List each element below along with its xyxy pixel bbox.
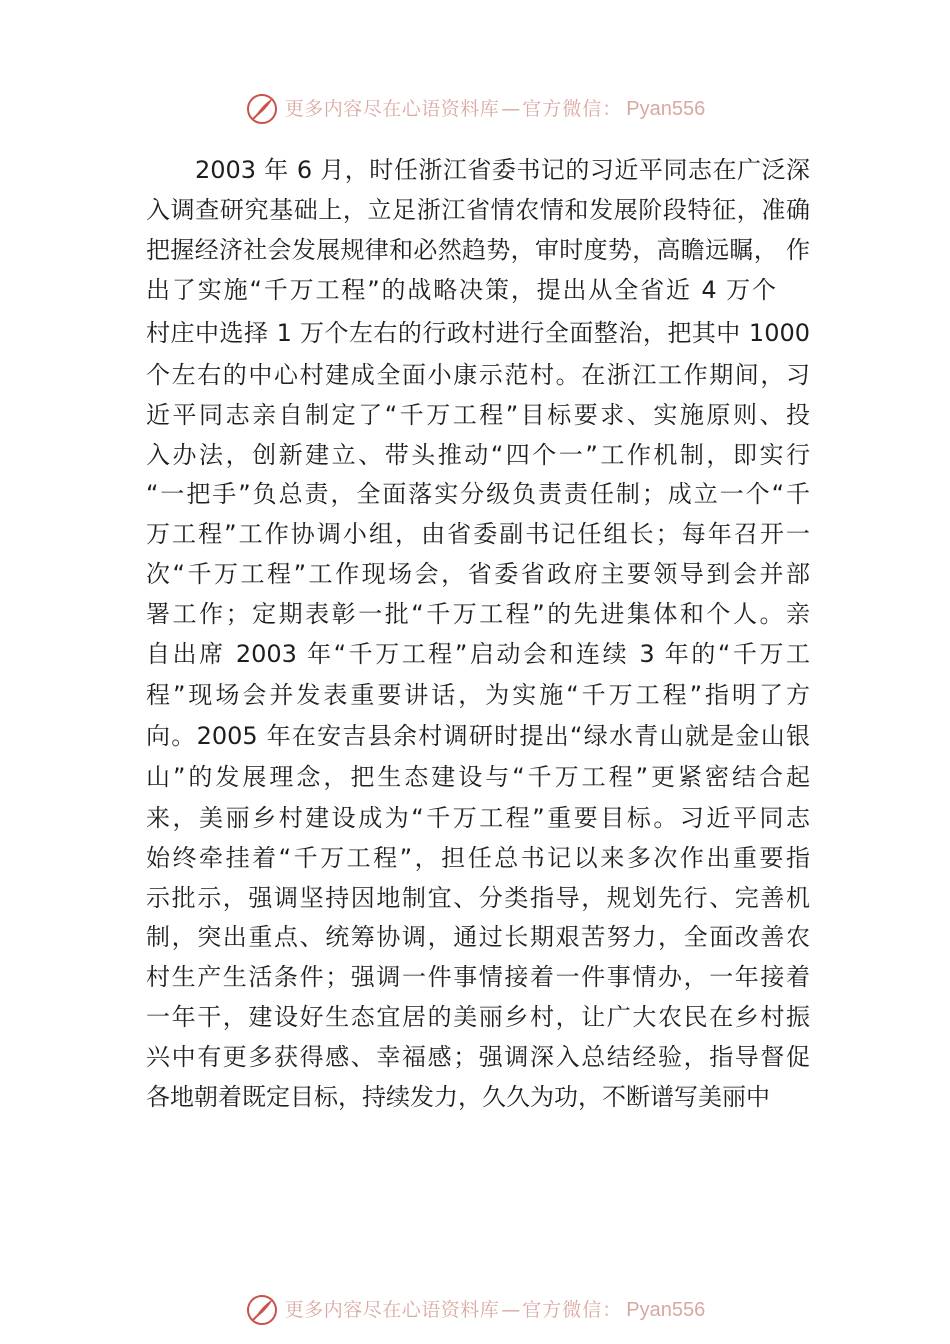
- paragraph-line: 次“千万工程”工作现场会，省委省政府主要领导到会并部: [146, 560, 810, 588]
- paragraph-line: “一把手”负总责，全面落实分级负责责任制；成立一个“千: [146, 480, 810, 508]
- banner-official: 官方微信：: [522, 1299, 623, 1321]
- paragraph-line: 2003 年 6 月，时任浙江省委书记的习近平同志在广泛深: [195, 156, 810, 184]
- paragraph-line: 兴中有更多获得感、幸福感；强调深入总结经验，指导督促: [146, 1043, 810, 1071]
- banner-text: 更多内容尽在心语资料库: [284, 98, 500, 120]
- paragraph-line: 署工作；定期表彰一批“千万工程”的先进集体和个人。亲: [146, 600, 810, 628]
- paragraph-line: 始终牵挂着“千万工程”，担任总书记以来多次作出重要指: [146, 844, 810, 872]
- banner-handle: Pyan556: [626, 1299, 706, 1321]
- paragraph-line: 入办法，创新建立、带头推动“四个一”工作机制，即实行: [146, 441, 810, 469]
- paragraph-line: 把握经济社会发展规律和必然趋势，审时度势，高瞻远瞩， 作: [146, 236, 810, 264]
- banner-dash: —: [501, 1299, 521, 1321]
- banner-text: 更多内容尽在心语资料库: [284, 1299, 500, 1321]
- paragraph-line: 万工程”工作协调小组，由省委副书记任组长；每年召开一: [146, 520, 810, 548]
- paragraph-line: 一年干，建设好生态宜居的美丽乡村，让广大农民在乡村振: [146, 1003, 810, 1031]
- paragraph-line: 近平同志亲自制定了“千万工程”目标要求、实施原则、投: [146, 401, 810, 429]
- banner-handle: Pyan556: [626, 98, 706, 120]
- paragraph-line: 向。2005 年在安吉县余村调研时提出“绿水青山就是金山银: [146, 722, 810, 750]
- paragraph-line: 示批示，强调坚持因地制宜、分类指导，规划先行、完善机: [146, 884, 810, 912]
- banner-dash: —: [501, 98, 521, 120]
- paragraph-line: 自出席 2003 年“千万工程”启动会和连续 3 年的“千万工: [146, 640, 810, 668]
- paragraph-line: 个左右的中心村建成全面小康示范村。在浙江工作期间，习: [146, 361, 810, 389]
- paragraph-line: 程”现场会并发表重要讲话，为实施“千万工程”指明了方: [146, 681, 810, 709]
- paragraph-line: 村生产生活条件；强调一件事情接着一件事情办，一年接着: [146, 963, 810, 991]
- footer-banner: [0, 1293, 950, 1327]
- quill-logo-icon: [245, 1293, 279, 1327]
- paragraph-line: 制，突出重点、统筹协调，通过长期艰苦努力，全面改善农: [146, 923, 810, 951]
- banner-official: 官方微信：: [522, 98, 623, 120]
- paragraph-line: 出了实施“千万工程”的战略决策，提出从全省近 4 万个: [146, 276, 776, 304]
- paragraph-line: 各地朝着既定目标，持续发力，久久为功，不断谱写美丽中: [146, 1083, 770, 1111]
- paragraph-line: 村庄中选择 1 万个左右的行政村进行全面整治，把其中 1000: [146, 319, 810, 347]
- paragraph-line: 入调查研究基础上，立足浙江省情农情和发展阶段特征，准确: [146, 196, 810, 224]
- paragraph-line: 来，美丽乡村建设成为“千万工程”重要目标。习近平同志: [146, 804, 810, 832]
- paragraph-line: 山”的发展理念，把生态建设与“千万工程”更紧密结合起: [146, 763, 810, 791]
